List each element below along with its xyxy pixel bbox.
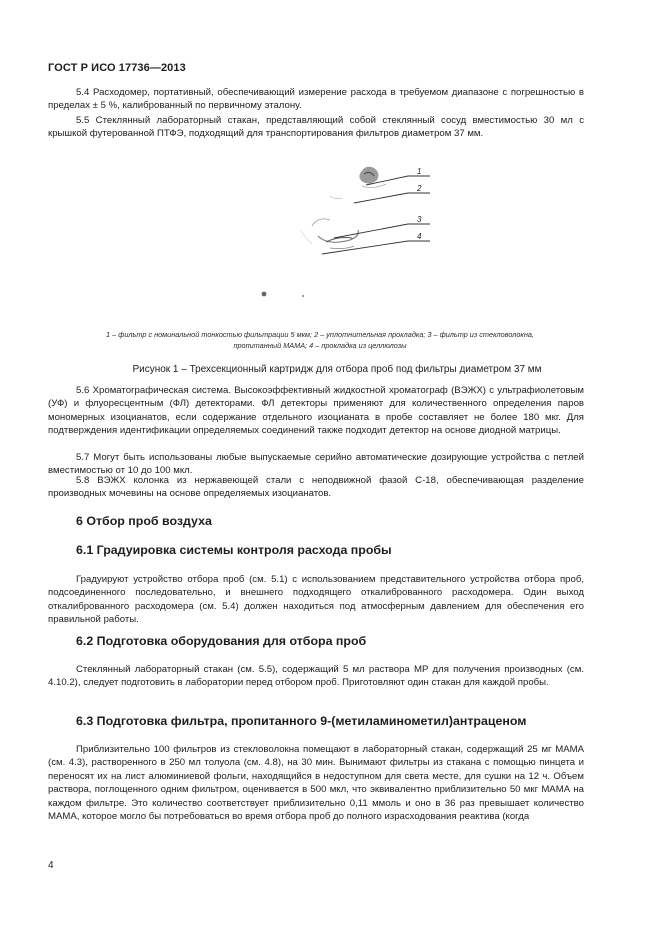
figure-title: Рисунок 1 – Трехсекционный картридж для отбора проб под фильтры диаметром 37 мм — [132, 364, 542, 375]
heading-6-2: 6.2 Подготовка оборудования для отбора проб — [76, 634, 367, 648]
callout-4: 4 — [417, 232, 422, 241]
cartridge-figure — [0, 0, 661, 330]
page-number: 4 — [48, 860, 54, 871]
paragraph-6-2: Стеклянный лабораторный стакан (см. 5.5), содержащий 5 мл раствора МР для получения производных (см. 4.10.2), следует подготовить в лаборатории перед отбором проб. Приготовляют один стакан для каждой пробы. — [48, 664, 584, 689]
paragraph-5-7: 5.7 Могут быть использованы любые выпускаемые серийно автоматические дозирующие устройства с петлей вместимостью от 10 до 100 мкл. — [48, 452, 584, 477]
heading-section-6: 6 Отбор проб воздуха — [76, 514, 212, 528]
callout-1: 1 — [417, 167, 422, 176]
figure-caption-line-1: 1 – фильтр с номинальной тонкостью фильтрации 5 мкм; 2 – уплотнительная прокладка; 3 – фильтр из стекловолокна, — [106, 330, 534, 339]
callout-2: 2 — [417, 184, 422, 193]
heading-6-3: 6.3 Подготовка фильтра, пропитанного 9-(метиламинометил)антраценом — [76, 714, 527, 728]
paragraph-5-5: 5.5 Стеклянный лабораторный стакан, представляющий собой стеклянный сосуд вместимостью 30 мл с крышкой футерованной ПТФЭ, подходящий для транспортирования фильтров диаметром 37 мм. — [48, 115, 584, 140]
callout-3: 3 — [417, 215, 422, 224]
document-header: ГОСТ Р ИСО 17736—2013 — [48, 62, 186, 74]
paragraph-5-6: 5.6 Хроматографическая система. Высокоэффективный жидкостной хроматограф (ВЭЖХ) с ультрафиолетовым (УФ) и флуоресцентным (ФЛ) детекторами. ФЛ детекторы применяют для количественного определения паров мономерных изоцианатов, если содержание отдельного изоцианата в пробе составляет не более 180 мкг. Для подтверждения идентификации определяемых соединений также подходит детектор на основе диодной матрицы. — [48, 385, 584, 437]
figure-caption-line-2: пропитанный МАМА; 4 – прокладка из целлюлозы — [233, 341, 407, 350]
paragraph-6-3: Приблизительно 100 фильтров из стекловолокна помещают в лабораторный стакан, содержащий 25 мг МАМА (см. 4.3), растворенного в 250 мл толуола (см. 4.8), на 30 мин. Вынимают фильтры из стакана с помощью пинцета и переносят их на лист алюминиевой фольги, находящийся в недоступном для света месте, для сушки на 12 ч. Объем раствора, поглощенного одним фильтром, оценивается в 500 мкл, что эквивалентно приблизительно 50 мкг МАМА на каждом фильтре. Это количество соответствует приблизительно 0,11 ммоль и оно в 36 раз превышает количество МАМА, которое могло бы потребоваться во время отбора проб до полного израсходования реактива (когда — [48, 744, 584, 823]
heading-6-1: 6.1 Градуировка системы контроля расхода пробы — [76, 543, 392, 557]
paragraph-6-1: Градуируют устройство отбора проб (см. 5.1) с использованием представительного устройства отбора проб, подсоединенного последовательно, и внешнего подходящего откалиброванного расходомера. Один выход откалиброванного расходомера (см. 5.4) должен находиться под атмосферным давлением для обеспечения его правильной работы. — [48, 574, 584, 626]
paragraph-5-8: 5.8 ВЭЖХ колонка из нержавеющей стали с неподвижной фазой С-18, обеспечивающая разделение производных мочевины на основе определяемых изоцианатов. — [48, 475, 584, 500]
paragraph-5-4: 5.4 Расходомер, портативный, обеспечивающий измерение расхода в требуемом диапазоне с погрешностью в пределах ± 5 %, калиброванный по первичному эталону. — [48, 87, 584, 112]
